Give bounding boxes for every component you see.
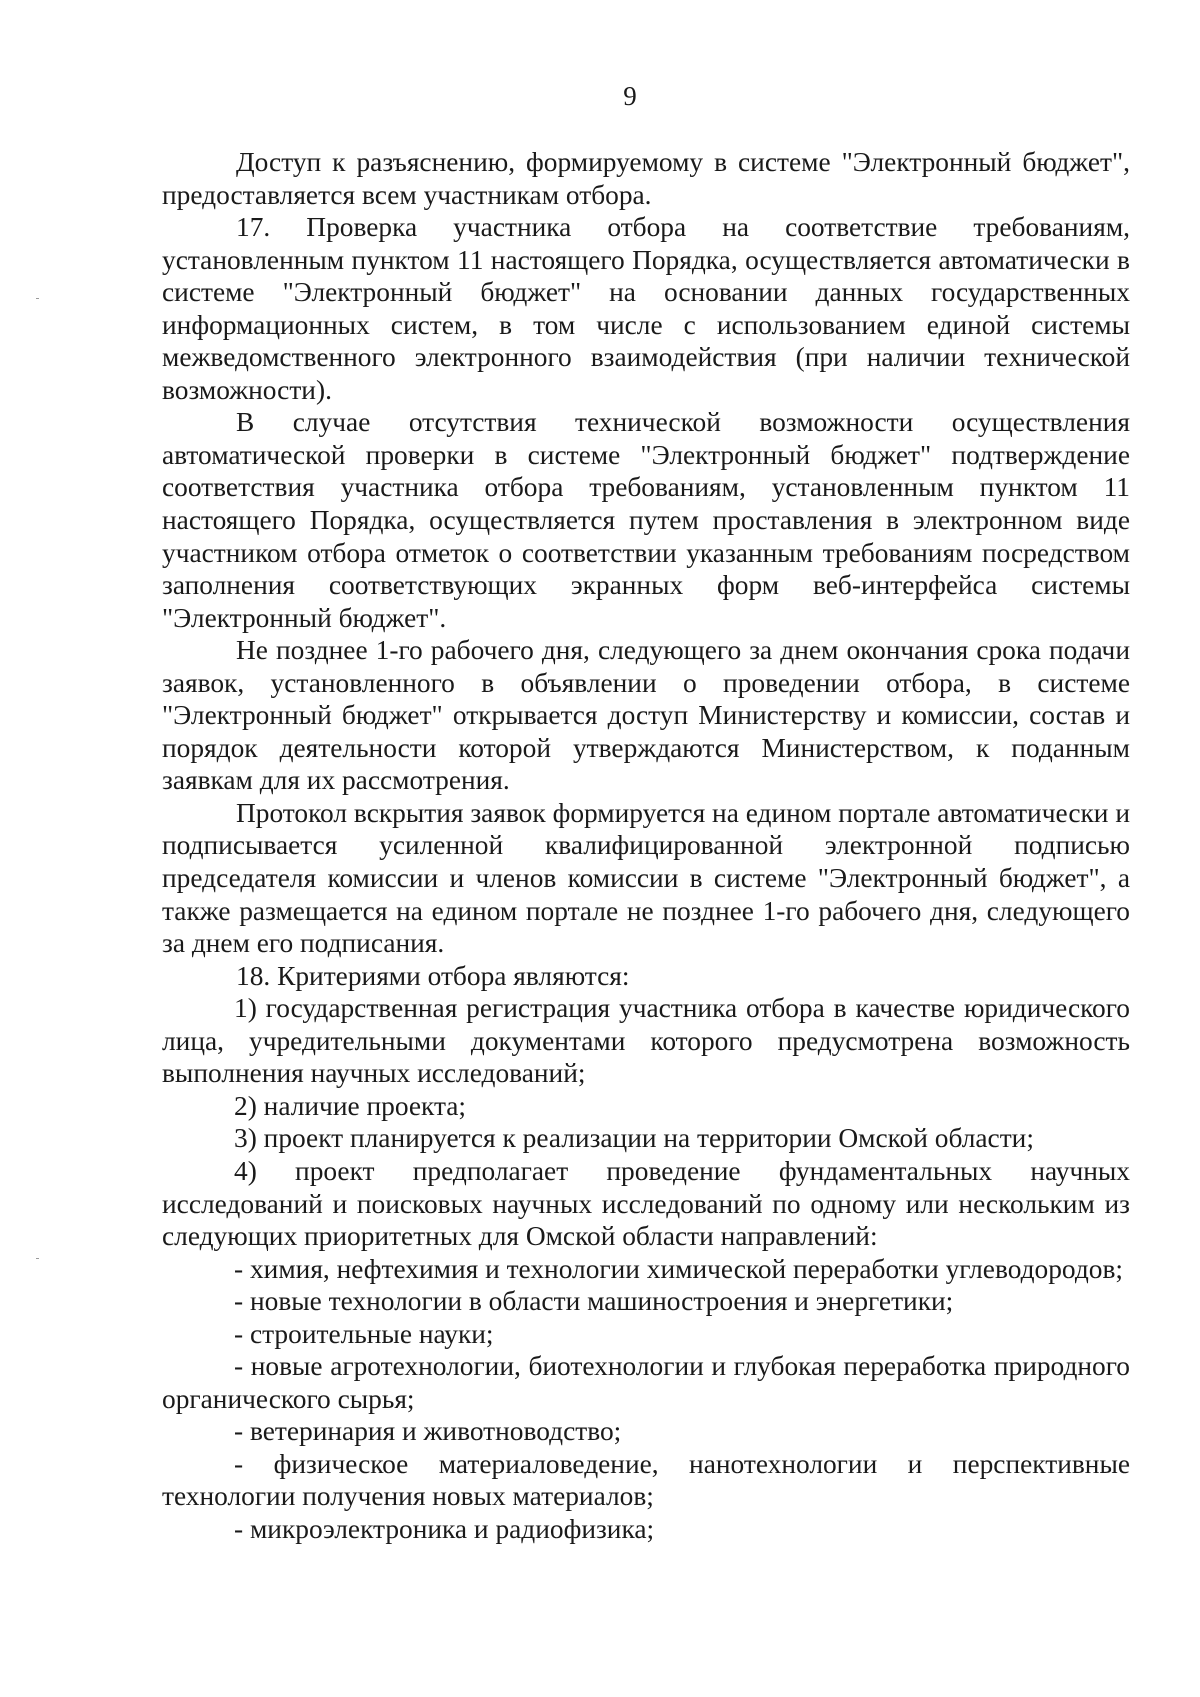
paragraph-access-opening: Не позднее 1-го рабочего дня, следующего за днем окончания срока подачи заявок, установленного в объявлении о проведении отбора, в системе "Электронный бюджет" открывается доступ Министерству и комиссии, состав и порядок деятельности которой утверждаются Министерством, к поданным заявкам для их рассмотрения. bbox=[162, 635, 1130, 796]
page-number: 9 bbox=[623, 81, 637, 111]
criteria-item-4: 4) проект предполагает проведение фундаментальных научных исследований и поисковых научных исследований по одному или нескольким из следующих приоритетных для Омской области направлений: bbox=[162, 1155, 1130, 1252]
direction-item-construction: - строительные науки; bbox=[234, 1318, 494, 1349]
paragraph-17-participant-check: 17. Проверка участника отбора на соответствие требованиям, установленным пунктом 11 настоящего Порядка, осуществляется автоматически в системе "Электронный бюджет" на основании данных государственных информационных систем, в том числе с использованием единой системы межведомственного электронного взаимодействия (при наличии технической возможности). bbox=[162, 212, 1130, 405]
criteria-item-3: 3) проект планируется к реализации на территории Омской области; bbox=[234, 1123, 1034, 1154]
paragraph-18-criteria-heading: 18. Критериями отбора являются: bbox=[236, 960, 630, 991]
direction-item-chemistry: - химия, нефтехимия и технологии химической переработки углеводородов; bbox=[234, 1253, 1124, 1284]
paragraph-access-clarification: Доступ к разъяснению, формируемому в системе "Электронный бюджет", предоставляется всем участникам отбора. bbox=[162, 147, 1130, 210]
criteria-item-2: 2) наличие проекта; bbox=[234, 1090, 467, 1121]
direction-item-agrotech: - новые агротехнологии, биотехнологии и глубокая переработка природного органического сырья; bbox=[162, 1351, 1130, 1414]
direction-item-microelectronics: - микроэлектроника и радиофизика; bbox=[234, 1513, 655, 1544]
paragraph-manual-check: В случае отсутствия технической возможности осуществления автоматической проверки в системе "Электронный бюджет" подтверждение соответствия участника отбора требованиям, установленным пунктом 11 настоящего Порядка, осуществляется путем проставления в электронном виде участником отбора отметок о соответствии указанным требованиям посредством заполнения соответствующих экранных форм веб-интерфейса системы "Электронный бюджет". bbox=[162, 407, 1130, 633]
direction-item-veterinary: - ветеринария и животноводство; bbox=[234, 1416, 622, 1447]
scan-margin-mark bbox=[36, 298, 39, 299]
scan-margin-mark bbox=[36, 1258, 39, 1259]
paragraph-opening-protocol: Протокол вскрытия заявок формируется на едином портале автоматически и подписывается усиленной квалифицированной электронной подписью председателя комиссии и членов комиссии в системе "Электронный бюджет", а также размещается на едином портале не позднее 1-го рабочего дня, следующего за днем его подписания. bbox=[162, 797, 1130, 959]
document-body bbox=[162, 146, 1130, 1546]
direction-item-engineering: - новые технологии в области машиностроения и энергетики; bbox=[234, 1286, 954, 1317]
criteria-item-1: 1) государственная регистрация участника отбора в качестве юридического лица, учредительными документами которого предусмотрена возможность выполнения научных исследований; bbox=[162, 993, 1130, 1089]
direction-item-materials: - физическое материаловедение, нанотехнологии и перспективные технологии получения новых материалов; bbox=[162, 1448, 1130, 1512]
